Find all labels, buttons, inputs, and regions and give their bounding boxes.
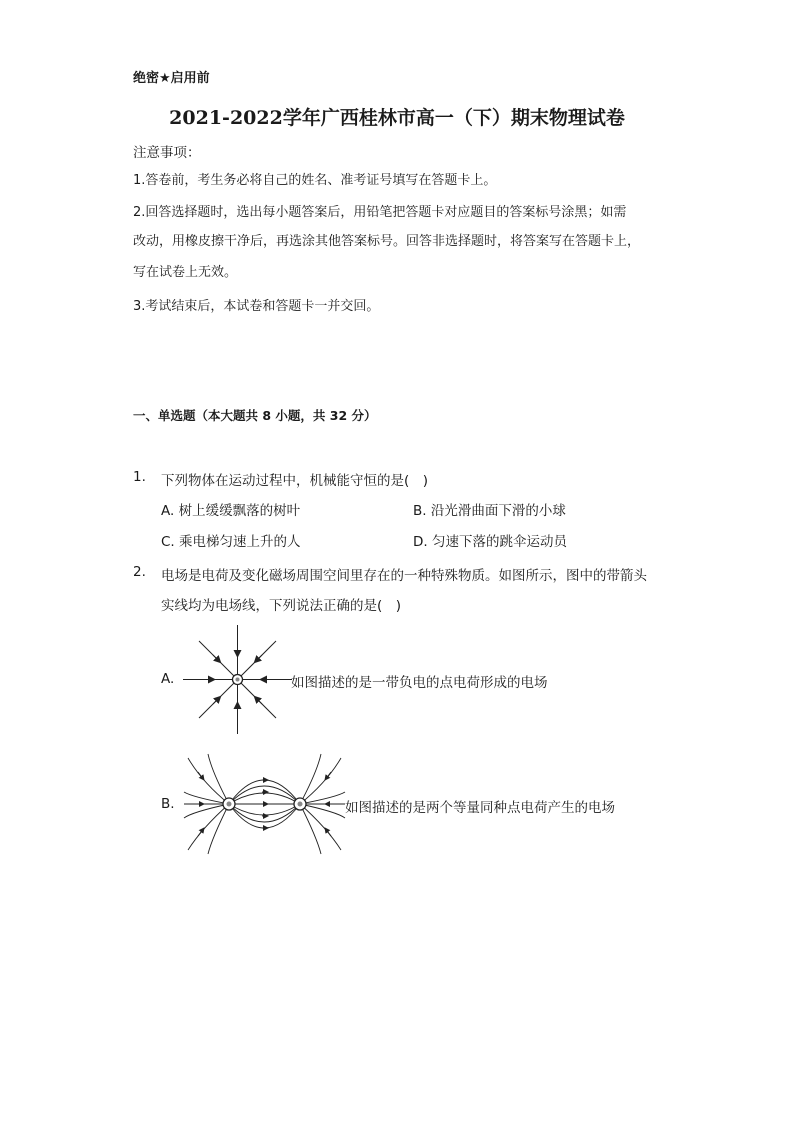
option-b: B. 沿光滑曲面下滑的小球 bbox=[413, 503, 566, 519]
note-item: 3.考试结束后，本试卷和答题卡一并交回。 bbox=[133, 299, 380, 314]
page-title: 2021-2022学年广西桂林市高一（下）期末物理试卷 bbox=[169, 107, 625, 129]
question-number: 1. bbox=[133, 469, 146, 485]
question-text: 下列物体在运动过程中，机械能守恒的是( ) bbox=[161, 473, 429, 489]
note-item: 改动，用橡皮擦干净后，再选涂其他答案标号。回答非选择题时，将答案写在答题卡上， bbox=[133, 234, 641, 249]
figure-b-letter: B. bbox=[161, 796, 175, 812]
question-number: 2. bbox=[133, 564, 146, 580]
dipole-field-diagram bbox=[182, 752, 347, 856]
note-item: 2.回答选择题时，选出每小题答案后，用铅笔把答题卡对应题目的答案标号涂黑；如需 bbox=[133, 205, 627, 220]
figure-a-letter: A. bbox=[161, 671, 175, 687]
option-d: D. 匀速下落的跳伞运动员 bbox=[413, 534, 567, 550]
question-text: 电场是电荷及变化磁场周围空间里存在的一种特殊物质。如图所示，图中的带箭头 bbox=[161, 568, 647, 584]
confidential-tag: 绝密★启用前 bbox=[133, 71, 210, 86]
figure-a-description: 如图描述的是一带负电的点电荷形成的电场 bbox=[291, 675, 548, 691]
option-c: C. 乘电梯匀速上升的人 bbox=[161, 534, 301, 550]
note-item: 1.答卷前，考生务必将自己的姓名、准考证号填写在答题卡上。 bbox=[133, 173, 497, 188]
notes-heading: 注意事项： bbox=[133, 145, 201, 161]
question-text: 实线均为电场线，下列说法正确的是( ) bbox=[161, 598, 402, 614]
note-item: 写在试卷上无效。 bbox=[133, 265, 238, 280]
figure-b-description: 如图描述的是两个等量同种点电荷产生的电场 bbox=[345, 800, 615, 816]
radial-field-diagram bbox=[180, 622, 295, 737]
section-heading: 一、单选题（本大题共 8 小题，共 32 分） bbox=[133, 408, 377, 423]
option-a: A. 树上缓缓飘落的树叶 bbox=[161, 503, 301, 519]
